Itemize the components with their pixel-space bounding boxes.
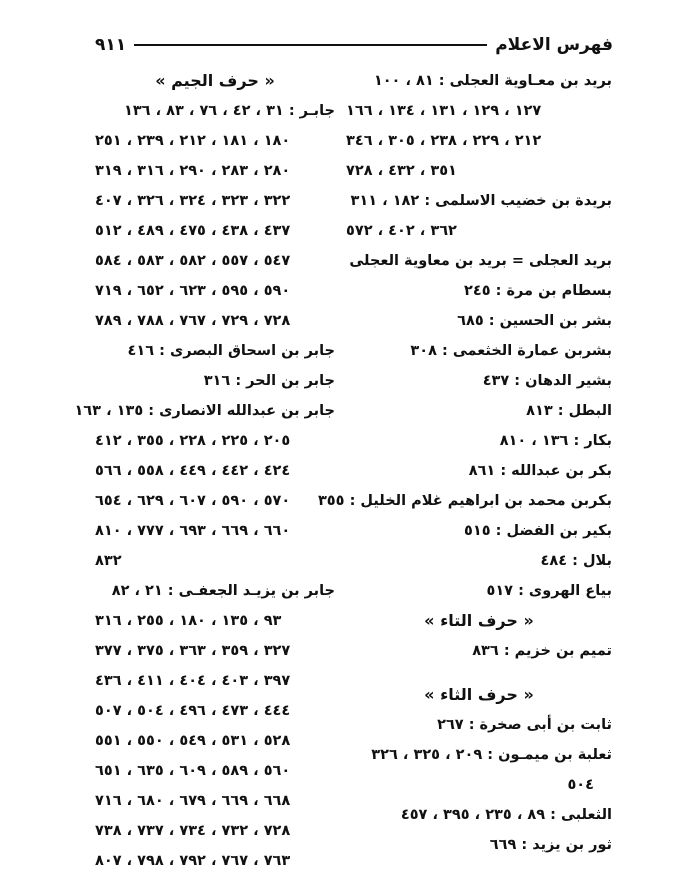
- index-entry-continuation: ٤٢٤ ، ٤٤٢ ، ٤٤٩ ، ٥٥٨ ، ٥٦٦: [95, 463, 291, 479]
- index-entry: بسطام بن مرة : ٢٤٥: [464, 283, 612, 299]
- index-entry: ثعلبة بن ميمـون : ٢٠٩ ، ٣٢٥ ، ٣٢٦: [371, 747, 612, 763]
- index-entry: جابر بن الحر : ٣١٦: [203, 373, 335, 389]
- index-entry: ثابت بن أبى صخرة : ٢٦٧: [437, 717, 612, 733]
- section-heading: « حرف الثاء »: [424, 685, 534, 704]
- index-entry-continuation: ٣٥١ ، ٤٣٢ ، ٧٢٨: [346, 163, 457, 179]
- index-entry-continuation: ٣٢٧ ، ٣٥٩ ، ٣٦٣ ، ٣٧٥ ، ٣٧٧: [95, 643, 291, 659]
- index-entry: بريدة بن خضيب الاسلمى : ١٨٢ ، ٣١١: [350, 193, 612, 209]
- section-heading: « حرف الجيم »: [155, 71, 275, 90]
- spacer: [346, 666, 612, 680]
- index-entry-continuation: ١٢٧ ، ١٢٩ ، ١٣١ ، ١٣٤ ، ١٦٦: [346, 103, 542, 119]
- page-title: فهرس الاعلام: [495, 35, 613, 55]
- index-entry-continuation: ٥٦٠ ، ٥٨٩ ، ٦٠٩ ، ٦٣٥ ، ٦٥١: [95, 763, 291, 779]
- index-entry: البطل : ٨١٣: [526, 403, 612, 419]
- index-entry-continuation: ٣٦٢ ، ٤٠٢ ، ٥٧٢: [346, 223, 457, 239]
- index-entry-continuation: ٣٢٢ ، ٣٢٣ ، ٣٢٤ ، ٣٢٦ ، ٤٠٧: [95, 193, 291, 209]
- index-column-left: [74, 66, 335, 876]
- section-heading: « حرف التاء »: [424, 611, 534, 630]
- index-entry-continuation: ٢٨٠ ، ٢٨٣ ، ٢٩٠ ، ٣١٦ ، ٣١٩: [95, 163, 291, 179]
- index-entry: بلال : ٤٨٤: [540, 553, 612, 569]
- index-entry-continuation: ٨٣٢: [95, 553, 122, 569]
- index-column-right: [317, 66, 612, 860]
- index-entry: ثور بن يزيد : ٦٦٩: [489, 837, 612, 853]
- index-entry-continuation: ٥٠٤: [567, 777, 594, 793]
- index-entry-continuation: ٣٩٧ ، ٤٠٣ ، ٤٠٤ ، ٤١١ ، ٤٣٦: [95, 673, 291, 689]
- index-entry-continuation: ٥٩٠ ، ٥٩٥ ، ٦٢٣ ، ٦٥٢ ، ٧١٩: [95, 283, 291, 299]
- index-entry: الثعلبى : ٨٩ ، ٢٣٥ ، ٣٩٥ ، ٤٥٧: [400, 807, 612, 823]
- index-entry: بياع الهروى : ٥١٧: [486, 583, 612, 599]
- index-entry-continuation: ٧٢٨ ، ٧٣٢ ، ٧٣٤ ، ٧٣٧ ، ٧٣٨: [95, 823, 291, 839]
- index-entry: بشير الدهان : ٤٣٧: [482, 373, 612, 389]
- index-entry: جابـر : ٣١ ، ٤٢ ، ٧٦ ، ٨٣ ، ١٣٦: [123, 103, 335, 119]
- index-entry: بكار : ١٣٦ ، ٨١٠: [499, 433, 612, 449]
- index-entry: بشربن عمارة الخثعمى : ٣٠٨: [410, 343, 612, 359]
- index-entry: بريد العجلى = بريد بن معاوية العجلى: [349, 253, 612, 269]
- index-entry: بكير بن الفضل : ٥١٥: [464, 523, 612, 539]
- index-entry: بريد بن معـاوية العجلى : ٨١ ، ١٠٠: [373, 73, 612, 89]
- index-entry-continuation: ٥٤٧ ، ٥٥٧ ، ٥٨٢ ، ٥٨٣ ، ٥٨٤: [95, 253, 291, 269]
- index-entry-continuation: ٦٦٠ ، ٦٦٩ ، ٦٩٣ ، ٧٧٧ ، ٨١٠: [95, 523, 291, 539]
- index-entry-continuation: ٩٣ ، ١٣٥ ، ١٨٠ ، ٢٥٥ ، ٣١٦: [95, 613, 282, 629]
- index-entry: جابر بن يزيـد الجعفـى : ٢١ ، ٨٢: [111, 583, 335, 599]
- index-entry-continuation: ٤٤٤ ، ٤٧٣ ، ٤٩٦ ، ٥٠٤ ، ٥٠٧: [95, 703, 291, 719]
- index-entry-continuation: ٤٣٧ ، ٤٣٨ ، ٤٧٥ ، ٤٨٩ ، ٥١٢: [95, 223, 291, 239]
- index-entry-continuation: ٢١٢ ، ٢٢٩ ، ٢٣٨ ، ٣٠٥ ، ٣٤٦: [346, 133, 542, 149]
- index-entry-continuation: ٢٠٥ ، ٢٢٥ ، ٢٢٨ ، ٣٥٥ ، ٤١٢: [95, 433, 291, 449]
- index-entry: بشر بن الحسين : ٦٨٥: [457, 313, 612, 329]
- index-entry-continuation: ٦٦٨ ، ٦٦٩ ، ٦٧٩ ، ٦٨٠ ، ٧١٦: [95, 793, 291, 809]
- index-entry-continuation: ٧٦٣ ، ٧٦٧ ، ٧٩٢ ، ٧٩٨ ، ٨٠٧: [95, 853, 291, 869]
- index-entry: بكربن محمد بن ابراهيم غلام الخليل : ٣٥٥: [317, 493, 612, 509]
- index-entry-continuation: ١٨٠ ، ١٨١ ، ٢١٢ ، ٢٣٩ ، ٢٥١: [95, 133, 291, 149]
- header-rule: [134, 44, 487, 46]
- page-header: [95, 30, 613, 60]
- index-entry: تميم بن خزيم : ٨٣٦: [472, 643, 612, 659]
- index-entry-continuation: ٥٢٨ ، ٥٣١ ، ٥٤٩ ، ٥٥٠ ، ٥٥١: [95, 733, 291, 749]
- index-entry: جابر بن اسحاق البصرى : ٤١٦: [127, 343, 335, 359]
- index-entry: جابر بن عبدالله الانصارى : ١٣٥ ، ١٦٣: [74, 403, 335, 419]
- page-number: ٩١١: [95, 35, 127, 55]
- index-entry-continuation: ٥٧٠ ، ٥٩٠ ، ٦٠٧ ، ٦٢٩ ، ٦٥٤: [95, 493, 291, 509]
- index-entry: بكر بن عبدالله : ٨٦١: [468, 463, 612, 479]
- index-entry-continuation: ٧٢٨ ، ٧٢٩ ، ٧٦٧ ، ٧٨٨ ، ٧٨٩: [95, 313, 291, 329]
